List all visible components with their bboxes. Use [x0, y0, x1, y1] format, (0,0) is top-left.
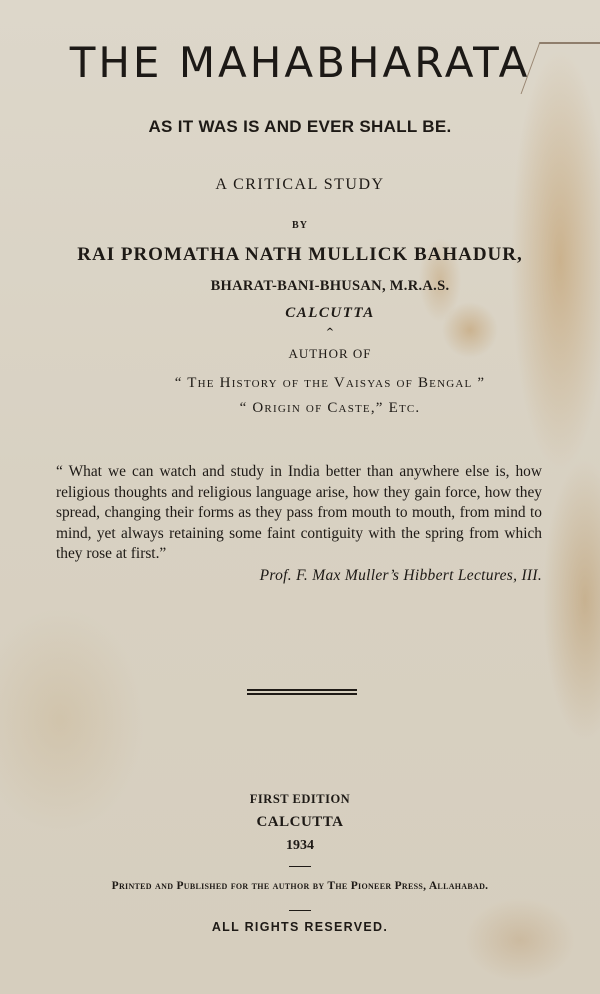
double-rule-divider — [247, 689, 357, 695]
author-of-label: AUTHOR OF — [288, 346, 372, 361]
author-name: RAI PROMATHA NATH MULLICK BAHADUR, — [77, 244, 523, 265]
book-title: THE MAHABHARATA — [69, 38, 531, 87]
epigraph — [56, 462, 542, 565]
ornament-icon: ^ — [325, 327, 335, 338]
author-honors: BHARAT-BANI-BHUSAN, M.R.A.S. — [210, 278, 450, 294]
short-rule-divider — [289, 866, 311, 867]
author-place: CALCUTTA — [285, 305, 375, 321]
rights-statement: ALL RIGHTS RESERVED. — [211, 920, 389, 934]
imprint-year: 1934 — [286, 838, 314, 853]
short-rule-divider — [289, 910, 311, 911]
epigraph-attribution: Prof. F. Max Muller’s Hibbert Lectures, III. — [259, 567, 542, 584]
book-descriptor: A CRITICAL STUDY — [215, 176, 385, 193]
book-subtitle: AS IT WAS IS AND EVER SHALL BE. — [148, 117, 452, 136]
by-label: BY — [292, 220, 308, 231]
edition-label: FIRST EDITION — [249, 792, 351, 806]
epigraph-text: “ What we can watch and study in India better than anywhere else is, how religious thoughts and religious language arise, how they gain force, how they spread, changing their forms as they pass from mouth to mouth, from mind to mind, yet always retaining some faint contiguity with the spring from which they rose at first.” — [56, 463, 542, 562]
imprint-city: CALCUTTA — [256, 814, 344, 830]
prior-work-1: “ The History of the Vaisyas of Bengal ” — [174, 375, 486, 391]
printer-statement: Printed and Published for the author by The Pioneer Press, Allahabad. — [111, 880, 489, 892]
prior-work-2: “ Origin of Caste,” Etc. — [239, 400, 421, 416]
